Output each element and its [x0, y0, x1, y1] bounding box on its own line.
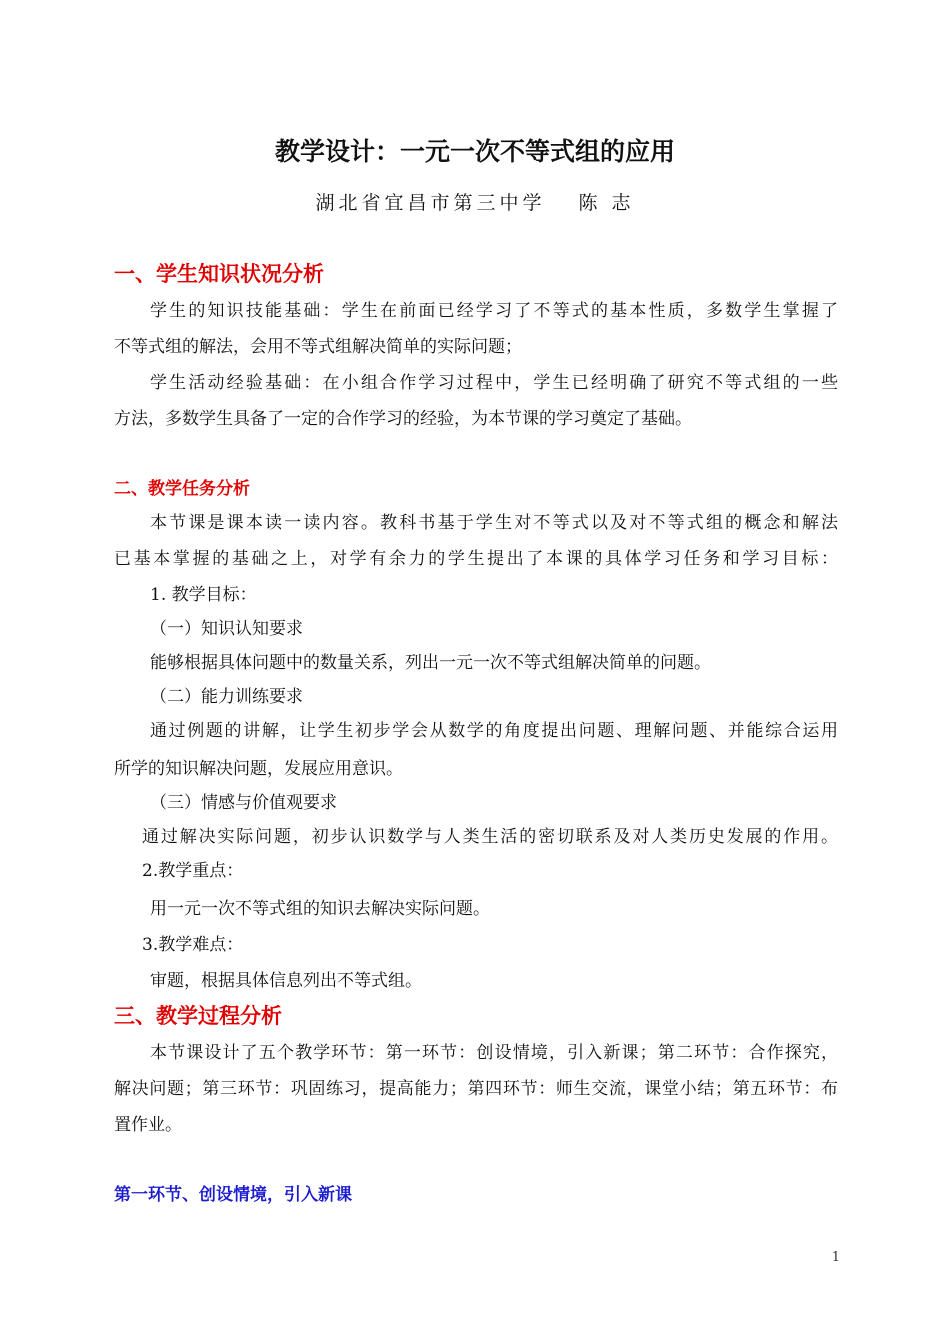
- goal-sub1-label: （一）知识认知要求: [150, 619, 303, 639]
- step1-heading: 第一环节、创设情境，引入新课: [114, 1185, 352, 1205]
- goal-sub1-text: 能够根据具体问题中的数量关系，列出一元一次不等式组解决简单的问题。: [150, 653, 711, 673]
- goal-sub2-label: （二）能力训练要求: [150, 687, 303, 707]
- goal-sub3-text: 通过解决实际问题，初步认识数学与人类生活的密切联系及对人类历史发展的作用。: [142, 827, 838, 847]
- teaching-difficulty-label: 3.教学难点：: [142, 935, 244, 955]
- section3-p1-line2: 解决问题；第三环节：巩固练习，提高能力；第四环节：师生交流，课堂小结；第五环节：布: [114, 1079, 838, 1099]
- page-number: 1: [831, 1250, 840, 1265]
- section1-heading: 一、学生知识状况分析: [114, 262, 324, 286]
- goal-sub2-line2: 所学的知识解决问题，发展应用意识。: [114, 759, 403, 779]
- teaching-key-label: 2.教学重点：: [142, 861, 244, 881]
- section1-p1-line2: 不等式组的解法，会用不等式组解决简单的实际问题；: [114, 337, 522, 357]
- goal-sub3-label: （三）情感与价值观要求: [150, 793, 337, 813]
- teaching-difficulty-text: 审题，根据具体信息列出不等式组。: [150, 971, 422, 991]
- teaching-key-text: 用一元一次不等式组的知识去解决实际问题。: [150, 899, 490, 919]
- document-title: 教学设计：一元一次不等式组的应用: [274, 137, 675, 166]
- teaching-goal-label: 1. 教学目标：: [150, 585, 257, 605]
- author-line: 湖北省宜昌市第三中学 陈 志: [315, 192, 635, 214]
- section2-p1-line1: 本节课是课本读一读内容。教科书基于学生对不等式以及对不等式组的概念和解法: [150, 513, 838, 533]
- section2-heading: 二、教学任务分析: [114, 479, 250, 499]
- section2-p1-line2: 已基本掌握的基础之上，对学有余力的学生提出了本课的具体学习任务和学习目标：: [114, 549, 838, 569]
- section3-heading: 三、教学过程分析: [114, 1004, 282, 1028]
- section1-p1-line1: 学生的知识技能基础：学生在前面已经学习了不等式的基本性质，多数学生掌握了: [150, 301, 838, 321]
- section1-p2-line1: 学生活动经验基础：在小组合作学习过程中，学生已经明确了研究不等式组的一些: [150, 373, 838, 393]
- goal-sub2-line1: 通过例题的讲解，让学生初步学会从数学的角度提出问题、理解问题、并能综合运用: [150, 721, 838, 741]
- section1-p2-line2: 方法，多数学生具备了一定的合作学习的经验，为本节课的学习奠定了基础。: [114, 409, 692, 429]
- section3-p1-line1: 本节课设计了五个教学环节：第一环节：创设情境，引入新课；第二环节：合作探究，: [150, 1043, 838, 1063]
- section3-p1-line3: 置作业。: [114, 1115, 182, 1135]
